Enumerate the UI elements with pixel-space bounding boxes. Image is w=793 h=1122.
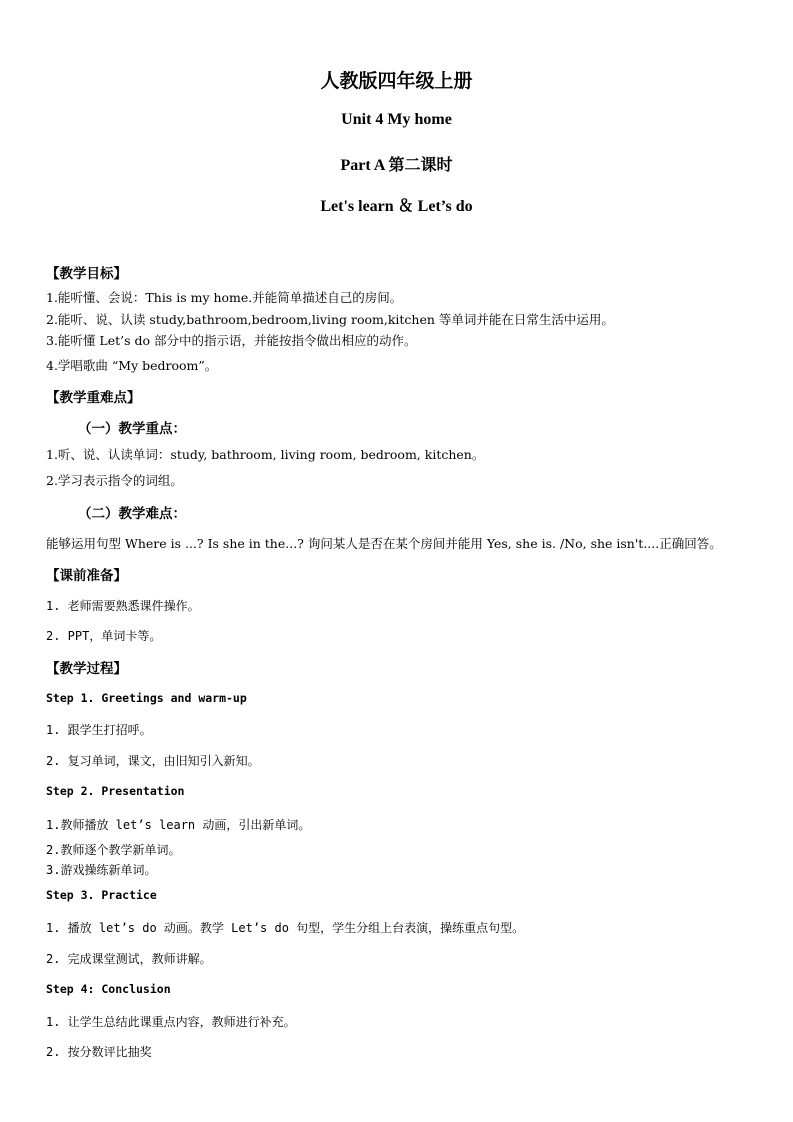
unit-title: Unit 4 My home: [341, 111, 452, 128]
step1-item: 2. 复习单词，课文，由旧知引入新知。: [46, 754, 260, 768]
document-title: 人教版四年级上册: [320, 70, 473, 92]
difficulty-heading: （二）教学难点：: [78, 506, 186, 522]
prep-item: 2. PPT，单词卡等。: [46, 629, 162, 643]
step2-item: 3.游戏操练新单词。: [46, 863, 157, 877]
objectives-heading: 【教学目标】: [46, 266, 127, 282]
objective-item: 3.能听懂 Let’s do 部分中的指示语，并能按指令做出相应的动作。: [46, 333, 417, 348]
step2-item: 2.教师逐个教学新单词。: [46, 843, 181, 857]
prep-item: 1. 老师需要熟悉课件操作。: [46, 599, 200, 613]
keypoints-heading: 【教学重难点】: [46, 390, 141, 406]
process-heading: 【教学过程】: [46, 661, 127, 677]
step1-item: 1. 跟学生打招呼。: [46, 723, 152, 737]
focus-item: 2.学习表示指令的词组。: [46, 473, 183, 488]
prep-heading: 【课前准备】: [46, 568, 127, 584]
step3-title: Step 3. Practice: [46, 888, 157, 902]
step4-title: Step 4: Conclusion: [46, 982, 171, 996]
objective-item: 4.学唱歌曲 “My bedroom”。: [46, 358, 218, 373]
step2-title: Step 2. Presentation: [46, 784, 185, 798]
step2-item: 1.教师播放 let’s learn 动画，引出新单词。: [46, 818, 311, 832]
objective-item: 2.能听、说、认读 study,bathroom,bedroom,living room,kitchen 等单词并能在日常生活中运用。: [46, 312, 614, 327]
step4-item: 2. 按分数评比抽奖: [46, 1045, 152, 1059]
focus-item: 1.听、说、认读单词：study, bathroom, living room, bedroom, kitchen。: [46, 447, 485, 462]
step1-title: Step 1. Greetings and warm-up: [46, 691, 247, 705]
lesson-title: Let's learn ＆ Let’s do: [320, 198, 473, 215]
step4-item: 1. 让学生总结此课重点内容，教师进行补充。: [46, 1015, 296, 1029]
objective-item: 1.能听懂、会说：This is my home.并能简单描述自己的房间。: [46, 290, 403, 305]
difficulty-text: 能够运用句型 Where is ...? Is she in the...? 询问某人是否在某个房间并能用 Yes, she is. /No, she isn't....正确回答。: [46, 536, 722, 551]
step3-item: 1. 播放 let’s do 动画。教学 Let’s do 句型，学生分组上台表演，操练重点句型。: [46, 921, 525, 935]
step3-item: 2. 完成课堂测试，教师讲解。: [46, 952, 212, 966]
part-title: Part A 第二课时: [340, 157, 453, 174]
focus-heading: （一）教学重点：: [78, 421, 186, 437]
